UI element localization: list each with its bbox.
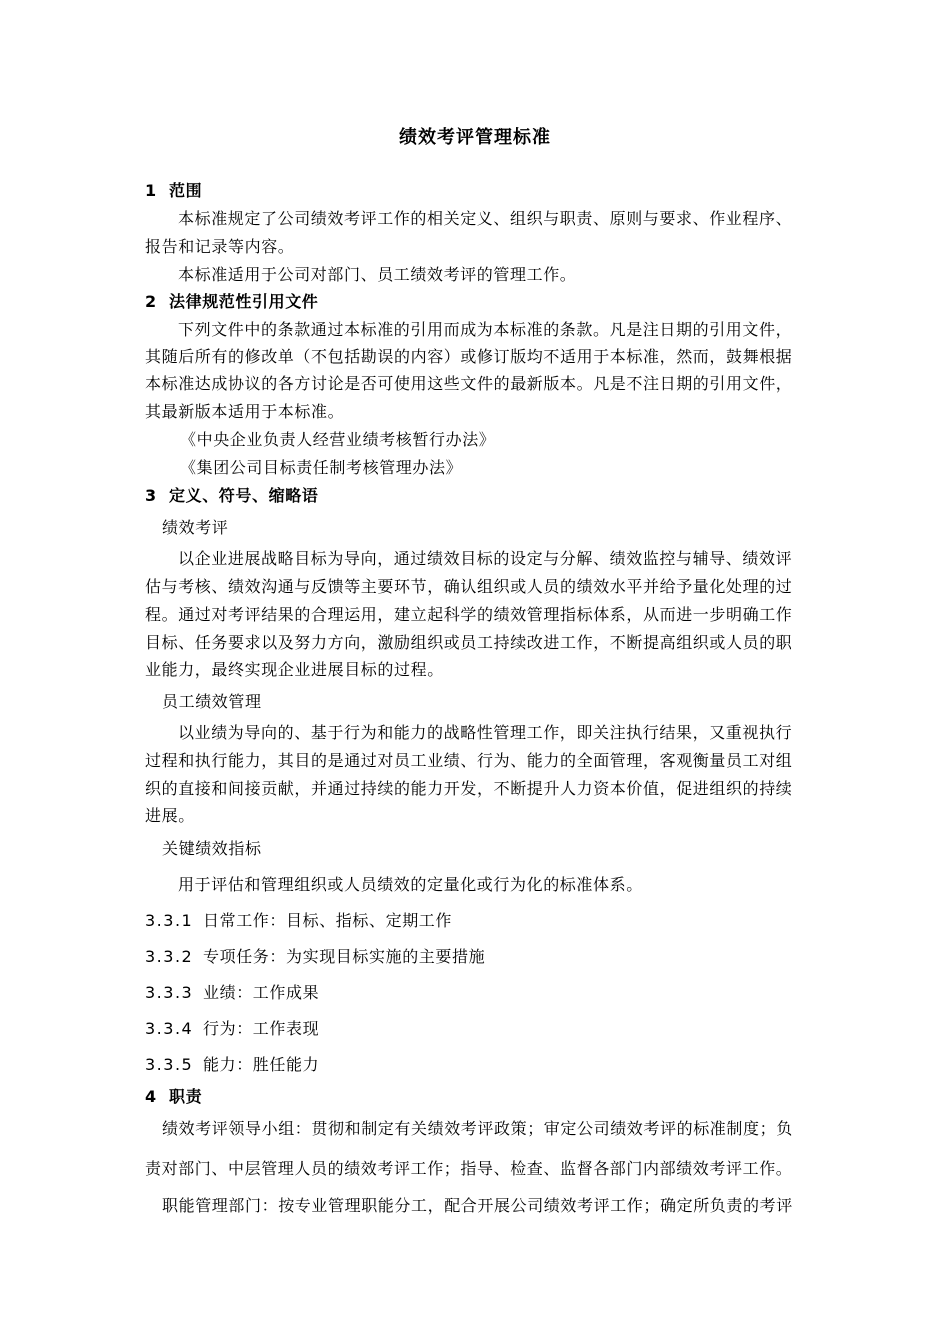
paragraph-line: 本标准达成协议的各方讨论是否可使用这些文件的最新版本。凡是不注日期的引用文件， bbox=[145, 374, 793, 393]
list-item bbox=[145, 982, 319, 1004]
paragraph-line: 进展。 bbox=[145, 806, 195, 825]
paragraph-line: 过程和执行能力，其目的是通过对员工业绩、行为、能力的全面管理，客观衡量员工对组 bbox=[145, 751, 793, 770]
reference-item: 《集团公司目标责任制考核管理办法》 bbox=[180, 458, 463, 477]
paragraph-line: 报告和记录等内容。 bbox=[145, 237, 295, 256]
paragraph-line: 责对部门、中层管理人员的绩效考评工作；指导、检查、监督各部门内部绩效考评工作。 bbox=[145, 1159, 793, 1178]
section-title: 职责 bbox=[169, 1087, 203, 1106]
reference-item: 《中央企业负责人经营业绩考核暂行办法》 bbox=[180, 430, 496, 449]
section-number: 4 bbox=[145, 1087, 157, 1106]
section-number: 1 bbox=[145, 181, 157, 200]
paragraph-line: 其最新版本适用于本标准。 bbox=[145, 402, 345, 421]
paragraph-line: 用于评估和管理组织或人员绩效的定量化或行为化的标准体系。 bbox=[178, 875, 643, 894]
paragraph-line: 下列文件中的条款通过本标准的引用而成为本标准的条款。凡是注日期的引用文件， bbox=[178, 320, 793, 339]
term-heading: 关键绩效指标 bbox=[162, 839, 262, 858]
list-item bbox=[145, 1018, 319, 1040]
item-number: 3.3.4 bbox=[145, 1019, 194, 1038]
section-4-heading bbox=[145, 1086, 202, 1108]
item-text: 行为：工作表现 bbox=[203, 1019, 320, 1038]
item-text: 能力：胜任能力 bbox=[203, 1055, 320, 1074]
list-item bbox=[145, 946, 485, 968]
section-title: 法律规范性引用文件 bbox=[169, 292, 319, 311]
paragraph-line: 绩效考评领导小组：贯彻和制定有关绩效考评政策；审定公司绩效考评的标准制度；负 bbox=[162, 1119, 793, 1138]
item-text: 专项任务：为实现目标实施的主要措施 bbox=[203, 947, 486, 966]
paragraph-line: 以业绩为导向的、基于行为和能力的战略性管理工作，即关注执行结果，又重视执行 bbox=[178, 723, 793, 742]
term-heading: 绩效考评 bbox=[162, 518, 229, 537]
section-1-heading bbox=[145, 180, 202, 202]
section-2-heading bbox=[145, 291, 318, 313]
term-heading: 员工绩效管理 bbox=[162, 692, 262, 711]
item-number: 3.3.2 bbox=[145, 947, 194, 966]
item-text: 业绩：工作成果 bbox=[203, 983, 320, 1002]
paragraph-line: 其随后所有的修改单（不包括勘误的内容）或修订版均不适用于本标准，然而，鼓舞根据 bbox=[145, 347, 793, 366]
section-number: 2 bbox=[145, 292, 157, 311]
list-item bbox=[145, 1054, 319, 1076]
document-title: 绩效考评管理标准 bbox=[399, 127, 551, 148]
paragraph-line: 职能管理部门：按专业管理职能分工，配合开展公司绩效考评工作；确定所负责的考评 bbox=[162, 1196, 793, 1215]
paragraph-line: 目标、任务要求以及努力方向，激励组织或员工持续改进工作，不断提高组织或人员的职 bbox=[145, 633, 793, 652]
paragraph-line: 织的直接和间接贡献，并通过持续的能力开发，不断提升人力资本价值，促进组织的持续 bbox=[145, 779, 793, 798]
paragraph-line: 程。通过对考评结果的合理运用，建立起科学的绩效管理指标体系，从而进一步明确工作 bbox=[145, 605, 793, 624]
paragraph-line: 本标准适用于公司对部门、员工绩效考评的管理工作。 bbox=[178, 265, 577, 284]
section-title: 定义、符号、缩略语 bbox=[169, 486, 319, 505]
item-text: 日常工作：目标、指标、定期工作 bbox=[203, 911, 453, 930]
item-number: 3.3.1 bbox=[145, 911, 194, 930]
section-number: 3 bbox=[145, 486, 157, 505]
item-number: 3.3.3 bbox=[145, 983, 194, 1002]
section-3-heading bbox=[145, 485, 318, 507]
paragraph-line: 业能力，最终实现企业进展目标的过程。 bbox=[145, 660, 444, 679]
section-title: 范围 bbox=[169, 181, 203, 200]
paragraph-line: 估与考核、绩效沟通与反馈等主要环节，确认组织或人员的绩效水平并给予量化处理的过 bbox=[145, 577, 793, 596]
paragraph-line: 本标准规定了公司绩效考评工作的相关定义、组织与职责、原则与要求、作业程序、 bbox=[178, 209, 793, 228]
paragraph-line: 以企业进展战略目标为导向，通过绩效目标的设定与分解、绩效监控与辅导、绩效评 bbox=[178, 549, 793, 568]
list-item bbox=[145, 910, 452, 932]
item-number: 3.3.5 bbox=[145, 1055, 194, 1074]
